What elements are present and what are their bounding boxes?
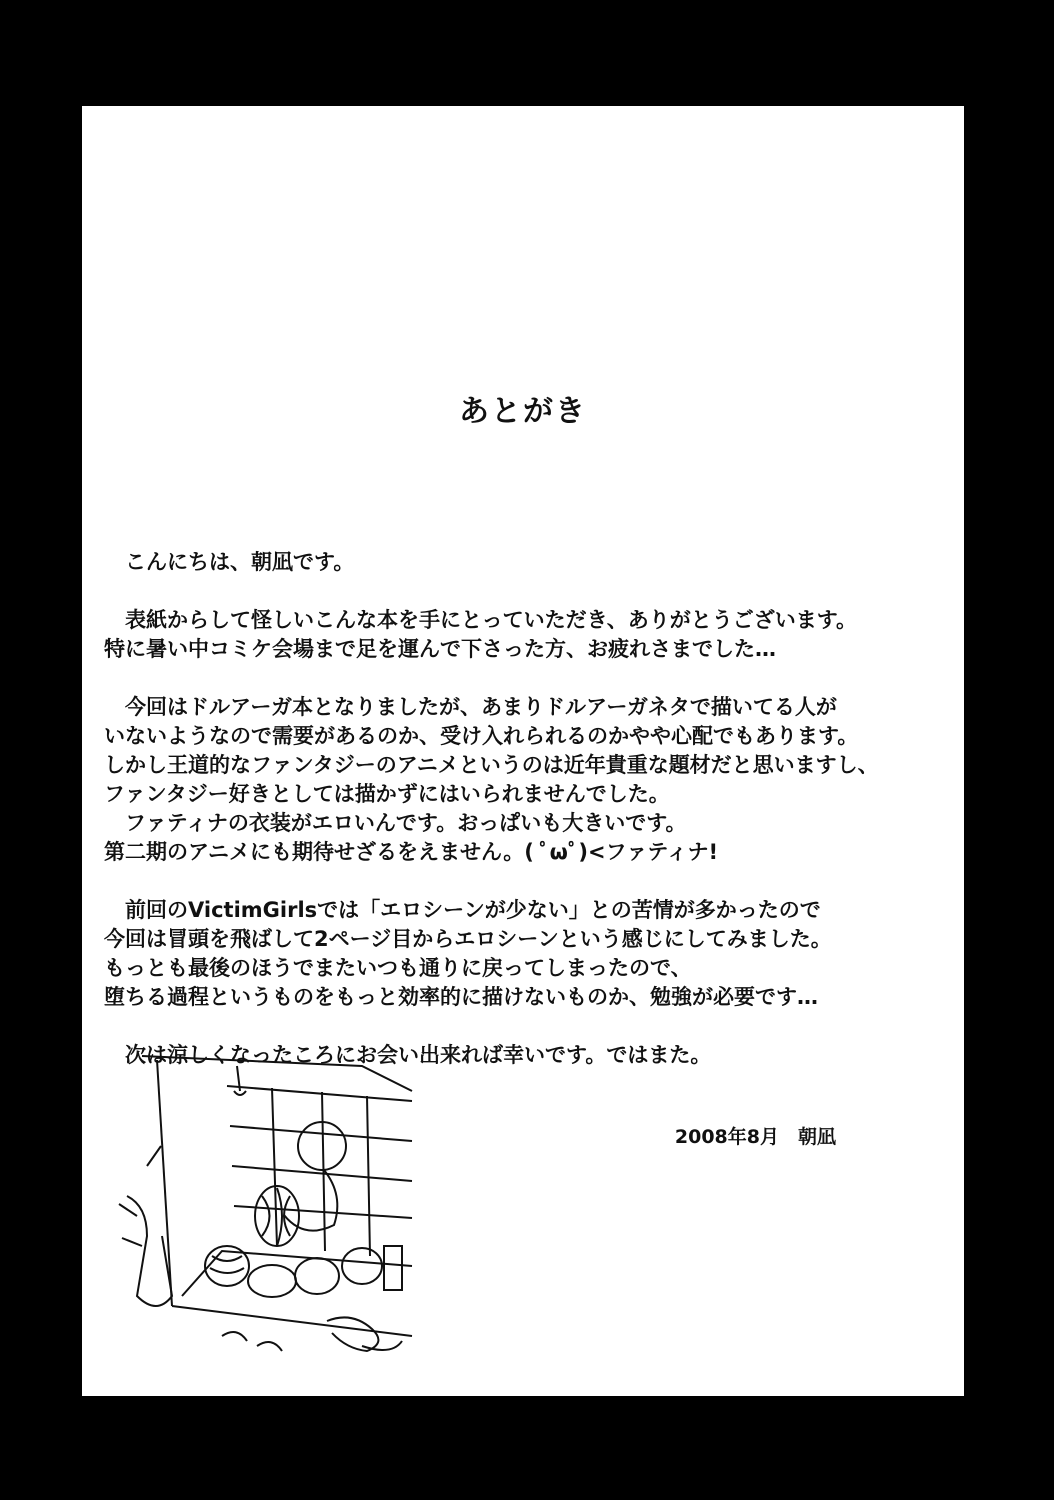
text-line: 次は涼しくなったころにお会い出来れば幸いです。ではまた。 [125, 1043, 712, 1067]
text-line: 表紙からして怪しいこんな本を手にとっていただき、ありがとうございます。 [125, 608, 858, 632]
text-line: 第二期のアニメにも期待せざるをえません。( ﾟωﾟ)<ファティナ! [104, 840, 719, 864]
paragraph [104, 896, 954, 1012]
illustration-veranda-watermelons [112, 1046, 422, 1376]
text-line: 前回のVictimGirlsでは「エロシーンが少ない」との苦情が多かったので [125, 898, 821, 922]
text-line: 堕ちる過程というものをもっと効率的に描けないものか、勉強が必要です… [104, 985, 818, 1009]
afterword-body [104, 548, 954, 1099]
paragraph [104, 693, 954, 867]
text-line: もっとも最後のほうでまたいつも通りに戻ってしまったので、 [104, 956, 692, 980]
document-page [82, 106, 964, 1396]
paragraph [104, 606, 954, 664]
signature: 2008年8月 朝凪 [674, 1126, 836, 1148]
text-line: ファンタジー好きとしては描かずにはいられませんでした。 [104, 782, 670, 806]
text-line: しかし王道的なファンタジーのアニメというのは近年貴重な題材だと思いますし、 [104, 753, 879, 777]
text-line: いないようなので需要があるのか、受け入れられるのかやや心配でもあります。 [104, 724, 859, 748]
text-line: 今回はドルアーガ本となりましたが、あまりドルアーガネタで描いてる人が [125, 695, 837, 719]
text-line: 特に暑い中コミケ会場まで足を運んで下さった方、お疲れさまでした… [104, 637, 776, 661]
text-line: ファティナの衣装がエロいんです。おっぱいも大きいです。 [125, 811, 687, 835]
text-line: 今回は冒頭を飛ばして2ページ目からエロシーンという感じにしてみました。 [104, 927, 832, 951]
paragraph [104, 548, 954, 577]
page-title: あとがき [459, 394, 587, 429]
text-line: こんにちは、朝凪です。 [125, 550, 355, 574]
